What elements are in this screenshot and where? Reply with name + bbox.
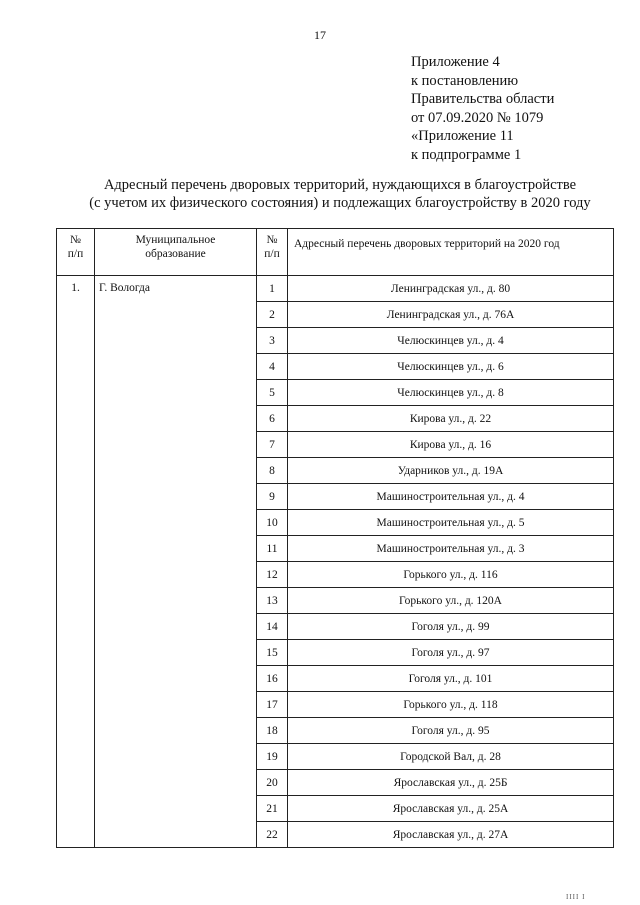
address-number-cell: 15 [257,640,288,666]
header-municipality [95,229,257,276]
barcode-mark: IIII I [566,893,586,901]
address-number-cell: 12 [257,562,288,588]
title-line: Адресный перечень дворовых территорий, нуждающихся в благоустройстве [103,177,577,193]
appendix-line: «Приложение 11 [411,128,514,144]
address-number-cell: 11 [257,536,288,562]
appendix-line: к подпрограмме 1 [411,146,522,163]
address-cell: Гоголя ул., д. 97 [288,640,614,666]
header-municipality-bottom: образование [145,248,206,260]
header-address-number-top: № [266,234,278,246]
address-number-cell: 20 [257,770,288,796]
appendix-line: Правительства области [411,91,555,107]
address-number-cell: 17 [257,692,288,718]
address-number-cell: 5 [257,380,288,406]
address-cell: Городской Вал, д. 28 [288,744,614,770]
address-cell: Машиностроительная ул., д. 5 [288,510,614,536]
address-cell: Челюскинцев ул., д. 4 [288,328,614,354]
address-number-cell: 7 [257,432,288,458]
header-municipality-top: Муниципальное [135,234,216,246]
address-number-cell: 14 [257,614,288,640]
appendix-line: Приложение 4 [411,54,500,70]
address-number-cell: 4 [257,354,288,380]
address-cell: Ярославская ул., д. 25Б [288,770,614,796]
address-number-cell: 16 [257,666,288,692]
address-cell: Машиностроительная ул., д. 4 [288,484,614,510]
municipality-cell: Г. Вологда [95,276,257,848]
header-number-top: № [70,234,81,246]
address-cell: Горького ул., д. 120А [288,588,614,614]
address-cell: Ярославская ул., д. 25А [288,796,614,822]
document-title [0,176,640,212]
table-row [57,276,614,302]
address-number-cell: 1 [257,276,288,302]
header-address-number [257,229,288,276]
header-number-bottom: п/п [67,248,84,260]
appendix-line: к постановлению [411,72,519,89]
address-number-cell: 22 [257,822,288,848]
address-table [56,228,614,848]
address-cell: Ударников ул., д. 19А [288,458,614,484]
address-number-cell: 8 [257,458,288,484]
row-number-cell: 1. [57,276,95,848]
header-address-number-bottom: п/п [264,248,280,260]
address-cell: Гоголя ул., д. 101 [288,666,614,692]
header-number [57,229,95,276]
address-number-cell: 21 [257,796,288,822]
table-header-row [57,229,614,276]
address-cell: Ленинградская ул., д. 80 [288,276,614,302]
title-line: (с учетом их физического состояния) и подлежащих благоустройству в 2020 году [89,195,591,211]
address-cell: Гоголя ул., д. 99 [288,614,614,640]
address-cell: Ленинградская ул., д. 76А [288,302,614,328]
address-cell: Горького ул., д. 118 [288,692,614,718]
address-cell: Машиностроительная ул., д. 3 [288,536,614,562]
address-number-cell: 19 [257,744,288,770]
address-cell: Челюскинцев ул., д. 8 [288,380,614,406]
address-number-cell: 6 [257,406,288,432]
address-cell: Челюскинцев ул., д. 6 [288,354,614,380]
appendix-block [411,53,554,164]
address-number-cell: 18 [257,718,288,744]
address-number-cell: 9 [257,484,288,510]
address-cell: Горького ул., д. 116 [288,562,614,588]
header-address-list: Адресный перечень дворовых территорий на 2020 год [288,229,614,276]
address-number-cell: 2 [257,302,288,328]
address-cell: Ярославская ул., д. 27А [288,822,614,848]
address-number-cell: 10 [257,510,288,536]
address-number-cell: 3 [257,328,288,354]
address-cell: Кирова ул., д. 22 [288,406,614,432]
address-cell: Гоголя ул., д. 95 [288,718,614,744]
address-number-cell: 13 [257,588,288,614]
address-cell: Кирова ул., д. 16 [288,432,614,458]
appendix-line: от 07.09.2020 № 1079 [411,109,544,126]
page-number: 17 [314,28,326,42]
